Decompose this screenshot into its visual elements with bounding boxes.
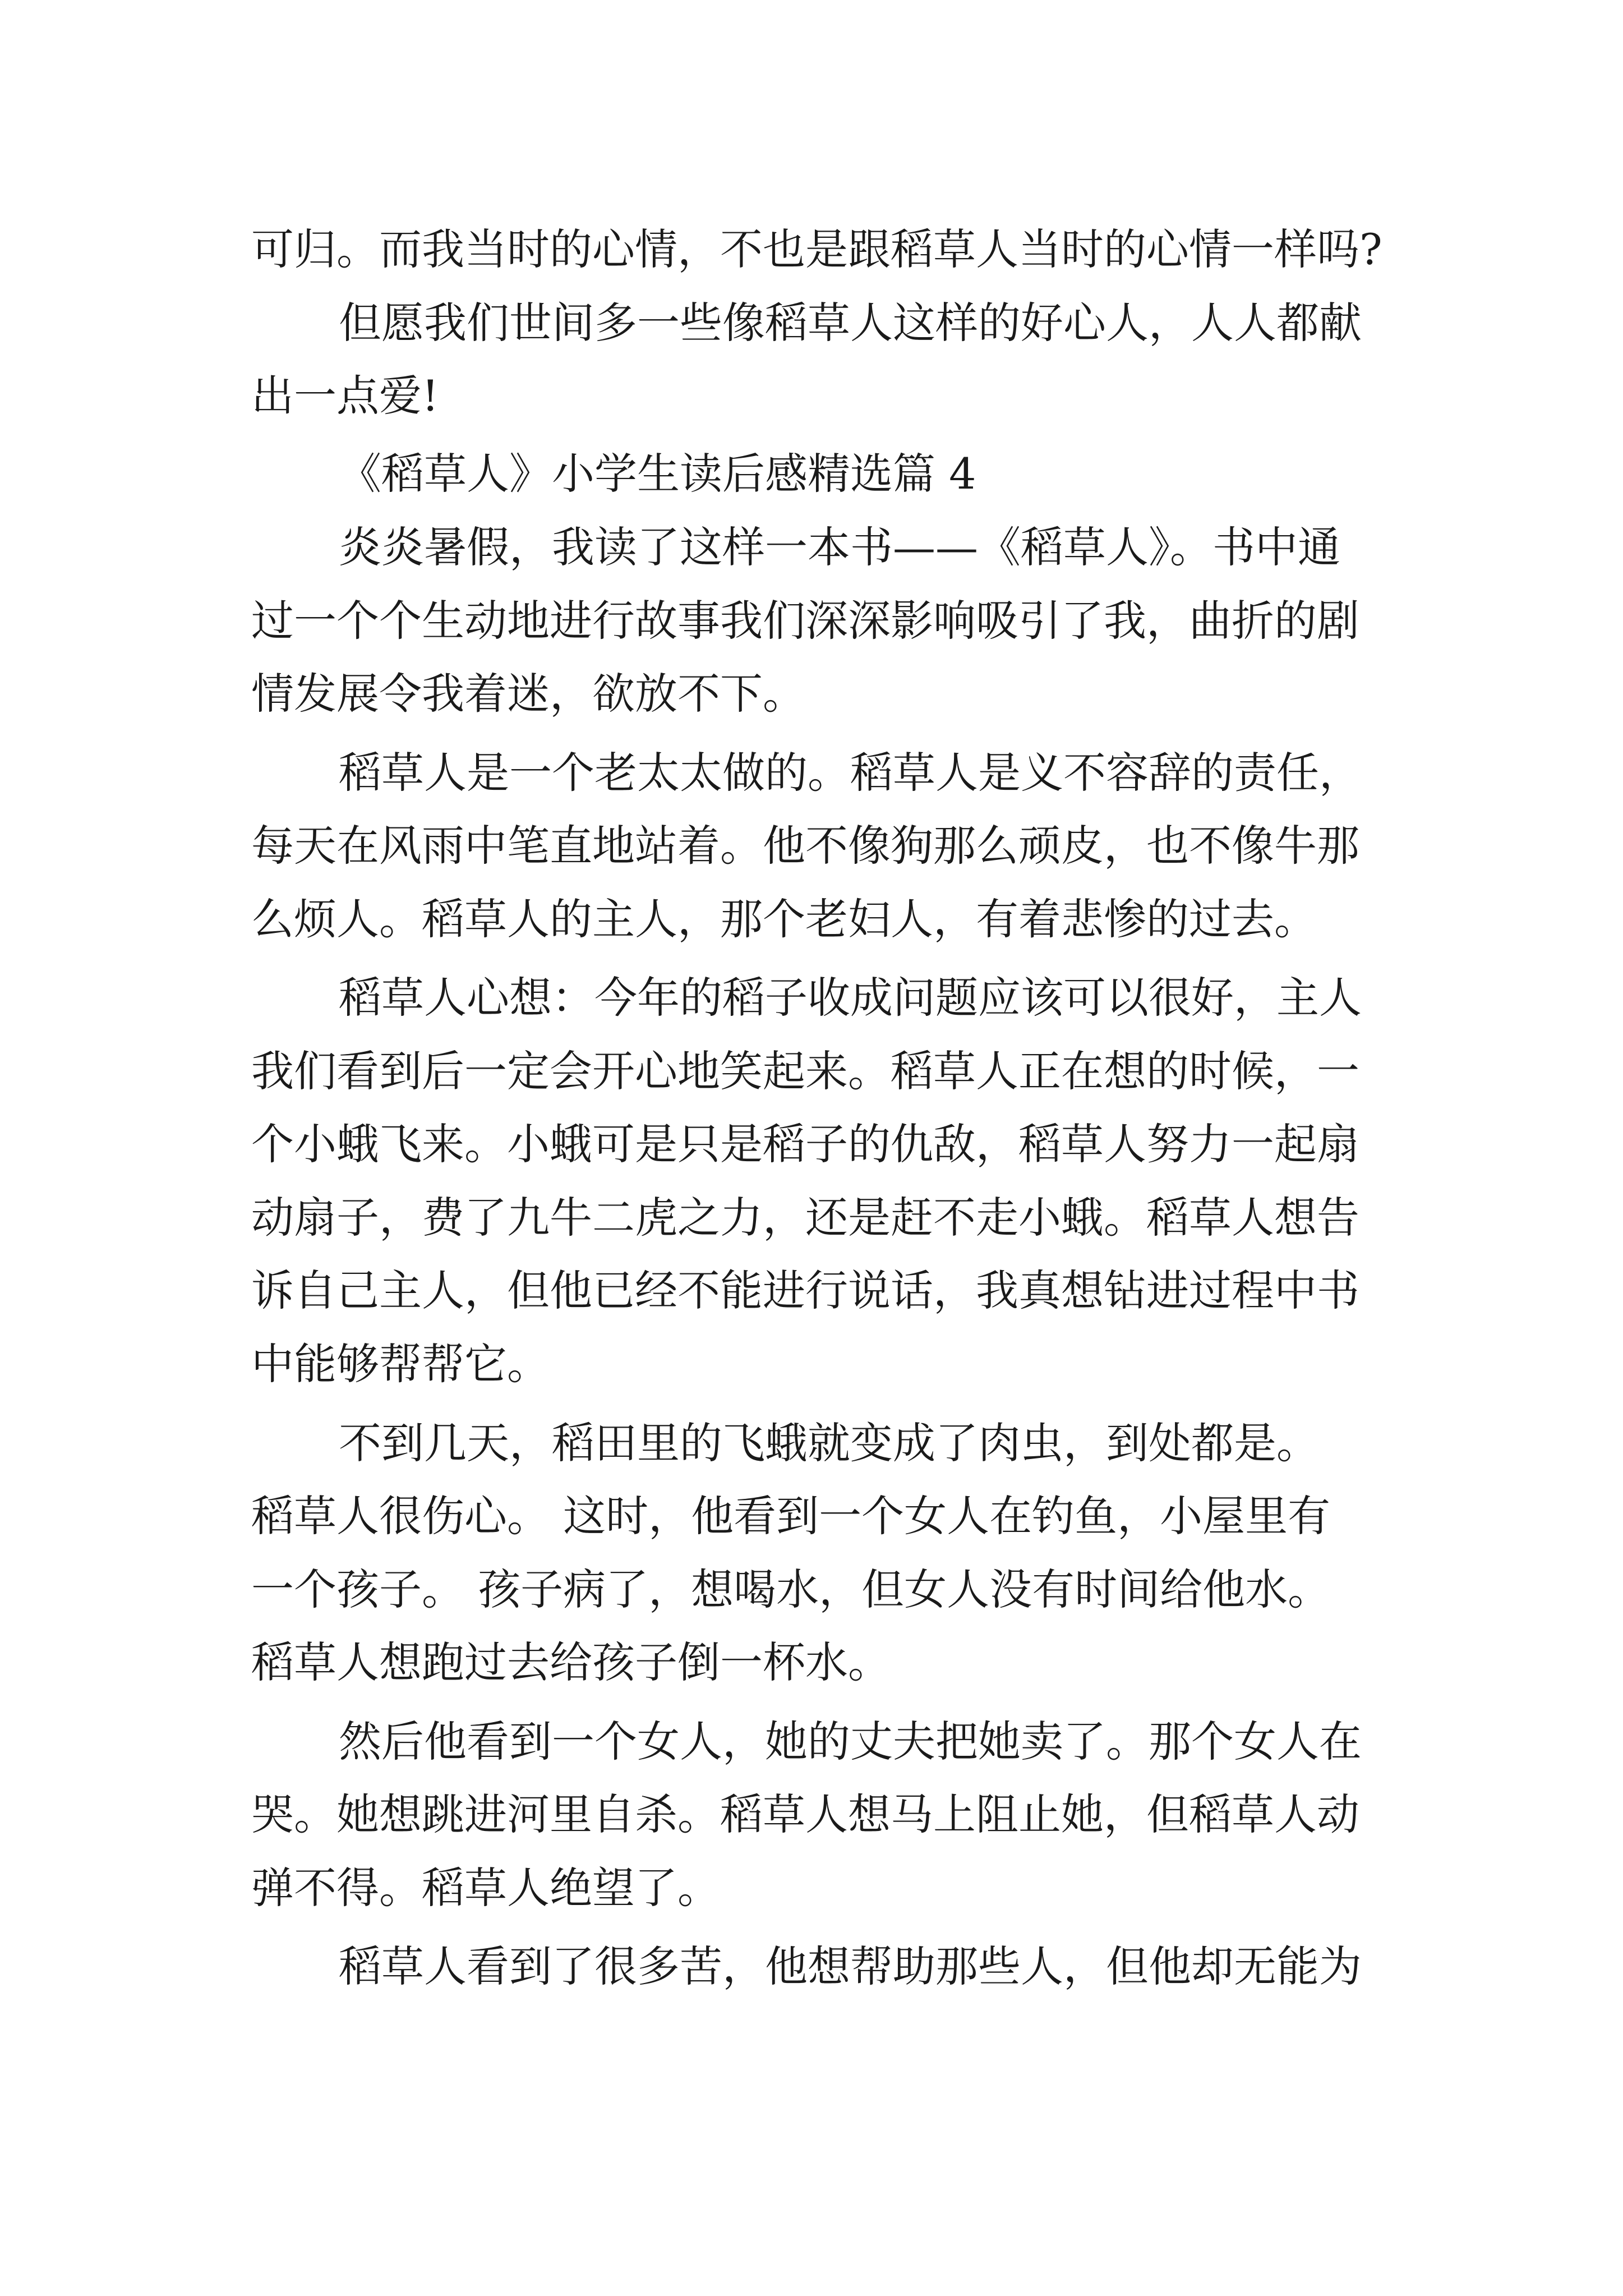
text-line: 过一个个生动地进行故事我们深深影响吸引了我，曲折的剧 — [251, 596, 1359, 646]
text-line: 炎炎暑假，我读了这样一本书——《稻草人》。书中通 — [339, 522, 1340, 572]
text-line: 么烦人。稻草人的主人，那个老妇人，有着悲惨的过去。 — [251, 894, 1317, 944]
text-line: 稻草人想跑过去给孩子倒一杯水。 — [251, 1637, 891, 1687]
text-line: 稻草人看到了很多苦，他想帮助那些人，但他却无能为 — [339, 1941, 1362, 1991]
text-line: 可归。而我当时的心情，不也是跟稻草人当时的心情一样吗? — [251, 224, 1382, 274]
text-line: 哭。她想跳进河里自杀。稻草人想马上阻止她，但稻草人动 — [251, 1789, 1359, 1839]
text-line: 诉自己主人，但他已经不能进行说话，我真想钻进过程中书 — [251, 1266, 1359, 1315]
text-line: 稻草人心想：今年的稻子收成问题应该可以很好，主人 — [339, 973, 1362, 1023]
text-line: 出一点爱! — [251, 371, 439, 421]
text-line: 稻草人是一个老太太做的。稻草人是义不容辞的责任， — [339, 748, 1362, 798]
text-line: 个小蛾飞来。小蛾可是只是稻子的仇敌，稻草人努力一起扇 — [251, 1119, 1359, 1169]
text-line: 弹不得。稻草人绝望了。 — [251, 1863, 720, 1913]
text-line: 情发展令我着迷，欲放不下。 — [251, 669, 805, 719]
text-line: 然后他看到一个女人，她的丈夫把她卖了。那个女人在 — [339, 1717, 1362, 1766]
text-line: 中能够帮帮它。 — [251, 1339, 550, 1389]
text-line: 不到几天，稻田里的飞蛾就变成了肉虫，到处都是。 — [339, 1418, 1319, 1468]
section-heading: 《稻草人》小学生读后感精选篇 4 — [339, 449, 976, 499]
text-line: 但愿我们世间多一些像稻草人这样的好心人，人人都献 — [339, 298, 1362, 348]
text-line: 一个孩子。 孩子病了，想喝水，但女人没有时间给他水。 — [251, 1565, 1331, 1614]
text-line: 稻草人很伤心。 这时，他看到一个女人在钓鱼，小屋里有 — [251, 1491, 1331, 1541]
text-line: 动扇子，费了九牛二虎之力，还是赶不走小蛾。稻草人想告 — [251, 1193, 1359, 1243]
text-line: 每天在风雨中笔直地站着。他不像狗那么顽皮，也不像牛那 — [251, 821, 1359, 871]
text-line: 我们看到后一定会开心地笑起来。稻草人正在想的时候，一 — [251, 1046, 1359, 1096]
